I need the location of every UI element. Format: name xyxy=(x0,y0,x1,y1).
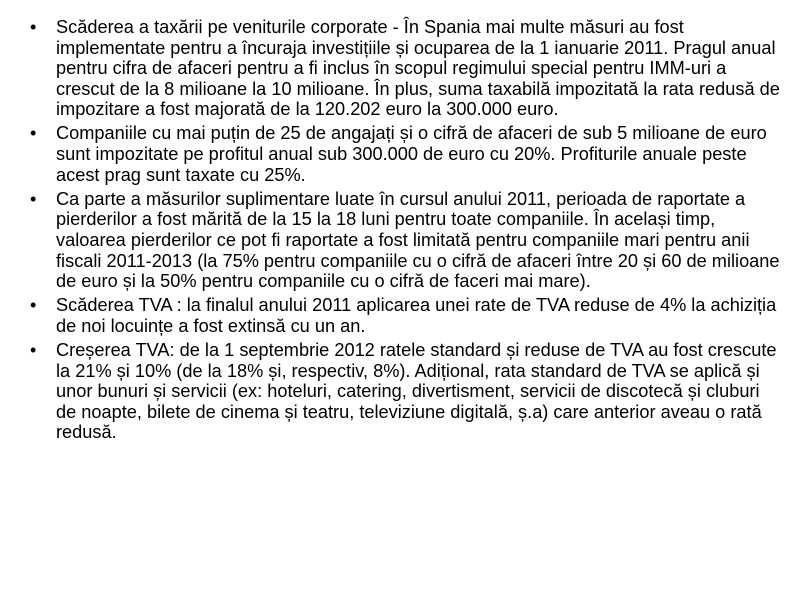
bullet-list xyxy=(30,17,780,446)
bullet-dot-icon: • xyxy=(30,188,37,209)
bullet-item-vat-decrease xyxy=(30,295,780,336)
bullet-text: Creșerea TVA: de la 1 septembrie 2012 ratele standard și reduse de TVA au fost crescute la 21% și 10% (de la 18% și, respectiv, 8%). Adițional, rata standard de TVA se aplică și unor bunuri și servicii (ex: hoteluri, catering, divertisment, servicii de discotecă și cluburi de noapte, bilete de cinema și teatru, televiziune digitală, ș.a) care anterior aveau o rată redusă. xyxy=(56,339,777,443)
bullet-dot-icon: • xyxy=(30,339,37,360)
bullet-text: Ca parte a măsurilor suplimentare luate în cursul anului 2011, perioada de raportate a pierderilor a fost mărită de la 15 la 18 luni pentru toate companiile. În același timp, valoarea pierderilor ce pot fi raportate a fost limitată pentru companiile mari pentru anii fiscali 2011-2013 (la 75% pentru companiile cu o cifră de afaceri între 20 și 60 de milioane de euro și la 50% pentru companiile cu o cifră de faceri mai mare). xyxy=(56,188,780,292)
bullet-text: Scăderea TVA : la finalul anului 2011 aplicarea unei rate de TVA reduse de 4% la achiziția de noi locuințe a fost extinsă cu un an. xyxy=(56,295,777,336)
bullet-text: Companiile cu mai puțin de 25 de angajați și o cifră de afaceri de sub 5 milioane de euro sunt impozitate pe profitul anual sub 300.000 de euro cu 20%. Profiturile anuale peste acest prag sunt taxate cu 25%. xyxy=(56,123,767,185)
bullet-item-vat-increase xyxy=(30,340,780,443)
bullet-dot-icon: • xyxy=(30,295,37,316)
bullet-item-loss-reporting xyxy=(30,189,780,292)
bullet-dot-icon: • xyxy=(30,123,37,144)
bullet-item-small-companies xyxy=(30,123,780,185)
bullet-dot-icon: • xyxy=(30,17,37,37)
bullet-text: Scăderea a taxării pe veniturile corporate - În Spania mai multe măsuri au fost implementate pentru a încuraja investițiile și ocuparea de la 1 ianuarie 2011. Pragul anual pentru cifra de afaceri pentru a fi inclus în scopul regimului special pentru IMM-uri a crescut de la 8 milioane la 10 milioane. În plus, suma taxabilă impozitată la rata redusă de impozitare a fost majorată de la 120.202 euro la 300.000 euro. xyxy=(56,17,780,120)
bullet-item-corporate-tax xyxy=(30,17,780,120)
